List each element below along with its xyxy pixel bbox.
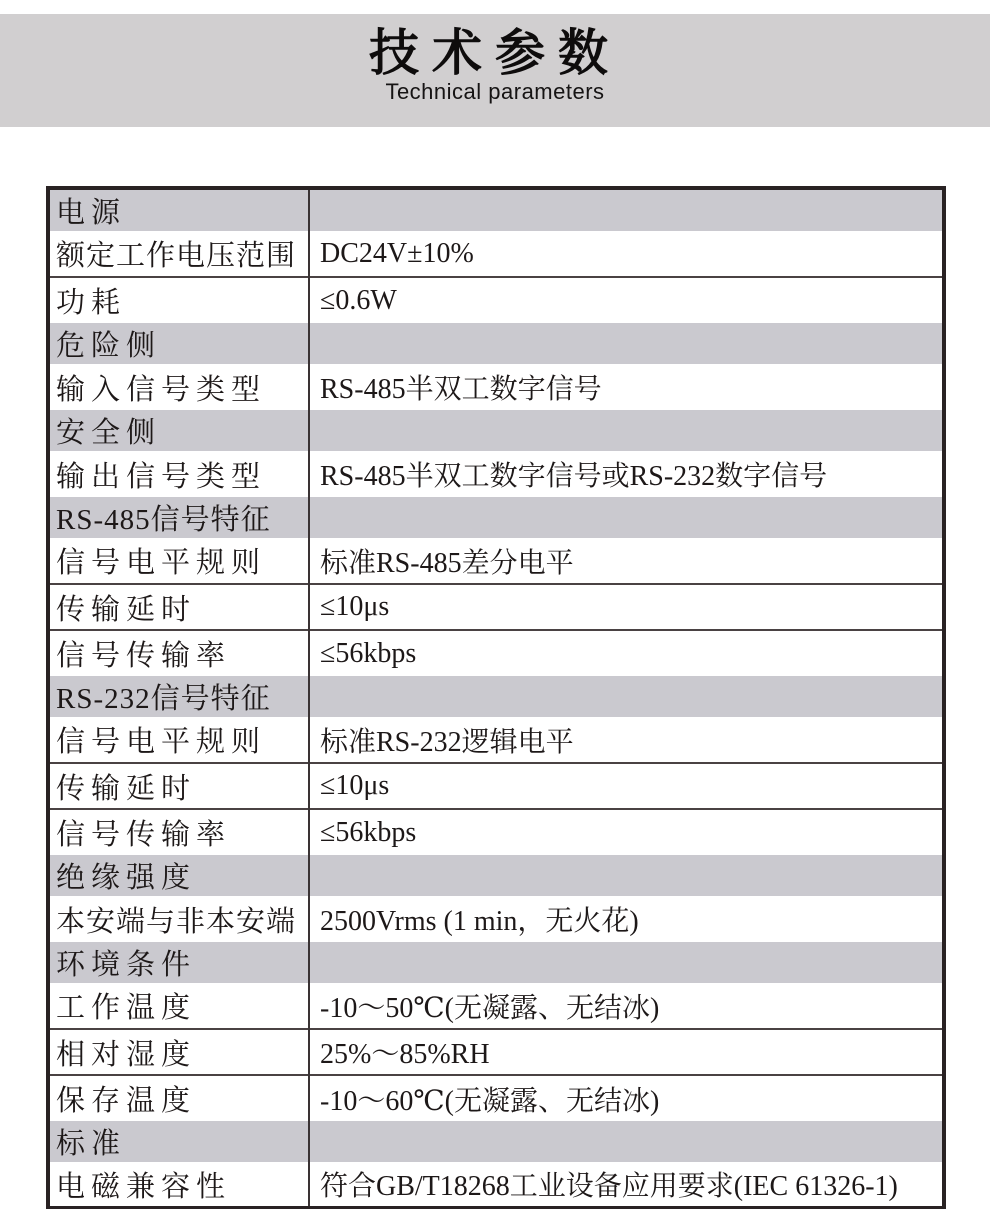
parameters-table: [46, 186, 946, 1209]
param-value-cell: -10～60℃(无凝露、无结冰): [309, 1075, 944, 1121]
title-band: [0, 14, 990, 127]
param-label-cell: 本安端与非本安端: [48, 896, 309, 942]
param-label-cell: 传输延时: [48, 584, 309, 630]
param-value-cell: 2500Vrms (1 min，无火花): [320, 906, 639, 937]
param-label-cell: 输出信号类型: [48, 451, 309, 497]
param-value-cell: -10～50℃(无凝露、无结冰): [320, 992, 660, 1024]
table-row: [48, 538, 944, 584]
param-label-cell: 额定工作电压范围: [48, 231, 309, 277]
section-row: [48, 410, 944, 451]
section-row: [48, 497, 944, 538]
param-value-cell: ≤56kbps: [309, 630, 944, 676]
param-label-cell: 安全侧: [48, 410, 309, 451]
table-row: [48, 231, 944, 277]
param-value-cell: 标准RS-485差分电平: [320, 547, 574, 579]
param-value-cell: RS-485半双工数字信号或RS-232数字信号: [320, 461, 828, 492]
param-label-cell: 工作温度: [48, 983, 309, 1029]
table-row: [48, 630, 944, 676]
page-title: 技术参数: [369, 25, 621, 81]
param-value-cell: [309, 410, 944, 451]
param-label-cell: 危险侧: [48, 323, 309, 364]
param-label-cell: 电磁兼容性: [48, 1162, 309, 1208]
param-label-cell: 相对湿度: [48, 1029, 309, 1075]
param-value-cell: [309, 1121, 944, 1162]
param-label-cell: 环境条件: [48, 942, 309, 983]
param-label-cell: 功耗: [48, 277, 309, 323]
section-row: [48, 188, 944, 231]
section-row: [48, 676, 944, 717]
param-label-cell: 信号传输率: [48, 630, 309, 676]
table-row: [48, 896, 944, 942]
param-label-cell: 电源: [48, 188, 309, 231]
param-label-cell: 标准: [48, 1121, 309, 1162]
param-value-cell: [309, 323, 944, 364]
table-row: [48, 983, 944, 1029]
param-value-cell: ≤10μs: [309, 763, 944, 809]
param-value-cell: DC24V±10%: [320, 237, 474, 269]
param-label-cell: 信号传输率: [48, 809, 309, 855]
table-row: [48, 1075, 944, 1121]
param-label-cell: RS-232信号特征: [48, 676, 309, 717]
section-row: [48, 855, 944, 896]
param-value-cell: 标准RS-232逻辑电平: [320, 726, 574, 758]
table-row: [48, 584, 944, 630]
table-row: [48, 717, 944, 763]
table-row: [48, 1162, 944, 1208]
param-value-cell: [309, 188, 944, 231]
section-row: [48, 323, 944, 364]
section-row: [48, 942, 944, 983]
param-value-cell: 符合GB/T18268工业设备应用要求(IEC 61326-1): [320, 1171, 898, 1202]
param-label-cell: RS-485信号特征: [48, 497, 309, 538]
param-value-cell: [309, 942, 944, 983]
param-label-cell: 信号电平规则: [48, 538, 309, 584]
table-row: [48, 277, 944, 323]
param-label-cell: 传输延时: [48, 763, 309, 809]
table-row: [48, 364, 944, 410]
param-label-cell: 绝缘强度: [48, 855, 309, 896]
table-row: [48, 763, 944, 809]
section-row: [48, 1121, 944, 1162]
param-value-cell: ≤56kbps: [309, 809, 944, 855]
page-subtitle: Technical parameters: [385, 79, 605, 104]
param-value-cell: [309, 676, 944, 717]
param-label-cell: 输入信号类型: [48, 364, 309, 410]
param-value-cell: ≤0.6W: [309, 277, 944, 323]
param-label-cell: 信号电平规则: [48, 717, 309, 763]
param-value-cell: ≤10μs: [309, 584, 944, 630]
param-label-cell: 保存温度: [48, 1075, 309, 1121]
param-value-cell: [309, 497, 944, 538]
table-row: [48, 451, 944, 497]
param-value-cell: 25%～85%RH: [309, 1029, 944, 1075]
table-row: [48, 1029, 944, 1075]
table-row: [48, 809, 944, 855]
param-value-cell: RS-485半双工数字信号: [320, 374, 602, 405]
param-value-cell: [309, 855, 944, 896]
